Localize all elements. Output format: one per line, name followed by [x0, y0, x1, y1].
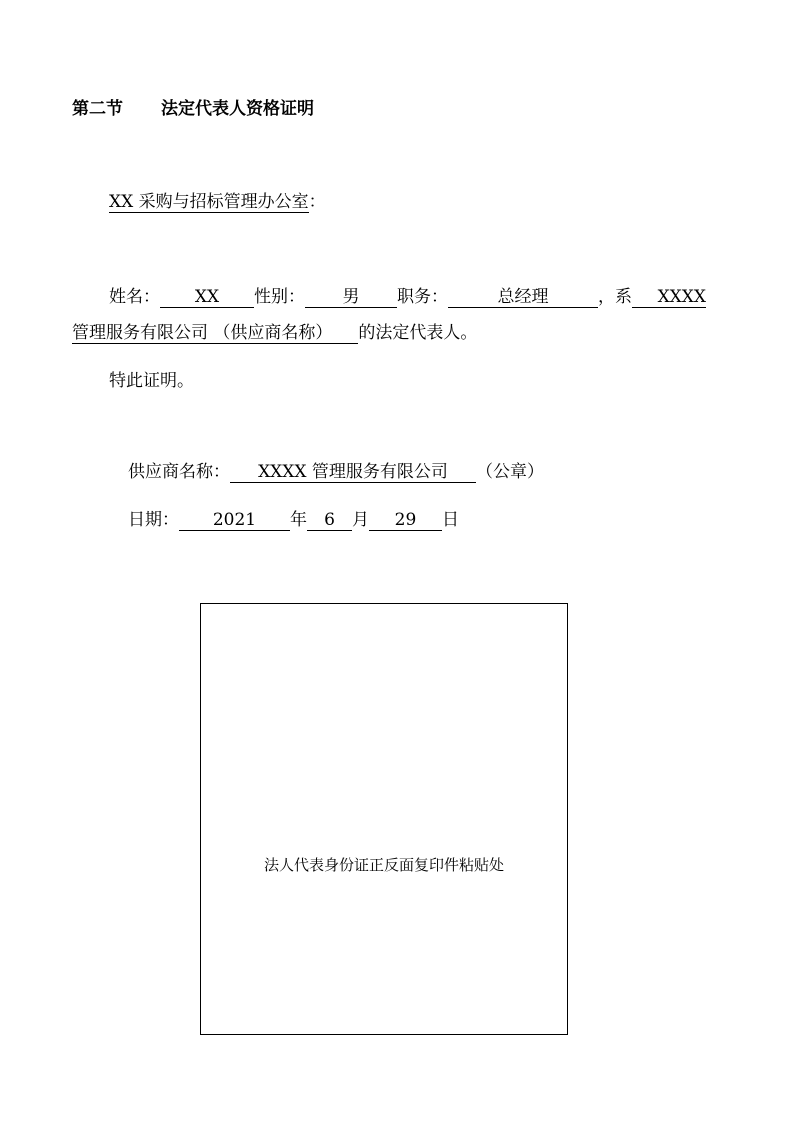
date-year: 2021 — [179, 510, 290, 531]
certify-line: 特此证明。 — [109, 371, 194, 391]
position-value: 总经理 — [448, 287, 598, 308]
section-heading — [72, 98, 314, 120]
supplier-label: 供应商名称： — [128, 462, 230, 482]
statement-line-2 — [72, 322, 477, 344]
section-number: 第二节 — [72, 99, 123, 119]
recipient-colon: ： — [308, 192, 326, 212]
date-line — [128, 509, 459, 531]
company-part1: XXXX — [632, 287, 706, 308]
supplier-value: XXXX 管理服务有限公司 — [230, 462, 476, 483]
name-label: 姓名： — [109, 287, 160, 307]
id-card-caption: 法人代表身份证正反面复印件粘贴处 — [263, 856, 504, 874]
statement-line-1 — [109, 286, 706, 308]
supplier-line — [128, 461, 544, 483]
date-day: 29 — [369, 510, 442, 531]
gender-value: 男 — [305, 287, 397, 308]
link-text: ，系 — [598, 287, 632, 307]
id-card-paste-box — [200, 603, 568, 1035]
statement-suffix: 的法定代表人。 — [358, 323, 478, 343]
company-part2: 管理服务有限公司 （供应商名称） — [72, 323, 358, 344]
recipient-line — [109, 191, 326, 213]
section-title: 法定代表人资格证明 — [161, 99, 314, 119]
year-unit: 年 — [290, 510, 307, 530]
day-unit: 日 — [442, 510, 459, 530]
month-unit: 月 — [352, 510, 369, 530]
position-label: 职务： — [397, 287, 448, 307]
recipient-name: XX 采购与招标管理办公室 — [109, 192, 309, 212]
date-month: 6 — [307, 510, 352, 531]
name-value: XX — [160, 287, 254, 308]
gender-label: 性别： — [254, 287, 305, 307]
date-label: 日期： — [128, 510, 179, 530]
seal-label: （公章） — [476, 462, 544, 482]
